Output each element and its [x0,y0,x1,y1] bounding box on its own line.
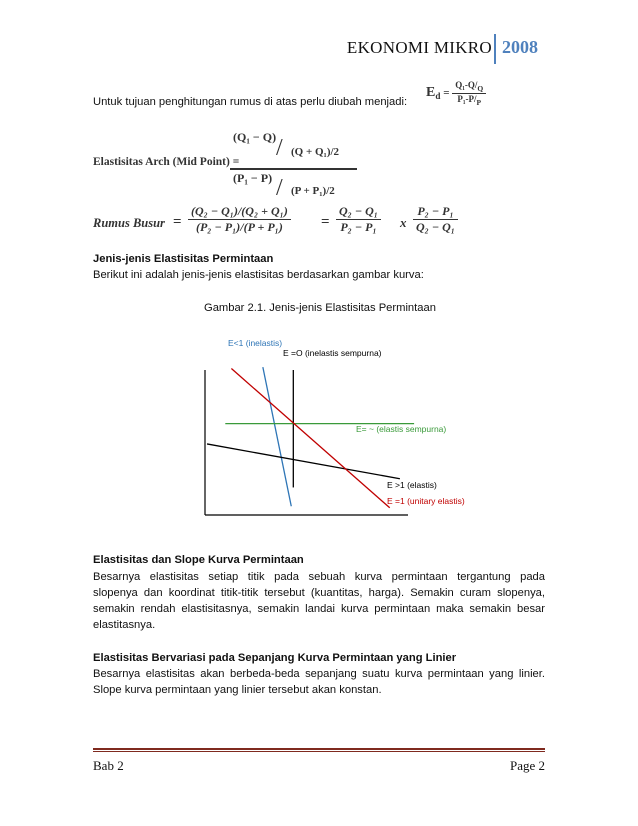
label-elastis-curve: E >1 (elastis) [387,480,437,490]
busur-den2: P₂ − P₁ [340,220,377,234]
series-elastis-curve [207,444,400,479]
label-inelastis-curve: E<1 (inelastis) [228,338,283,348]
arch-den-top: (P₁ − P) [233,171,273,185]
busur-num3: P₂ − P₁ [413,204,458,220]
section2-line: elastitasnya. [93,619,156,631]
section3-line: Besarnya elastisitas akan berbeda-beda sepanjang suatu kurva permintaan yang linier. [93,668,545,680]
ed-num: Q₁-Q/ [455,80,478,90]
label-inelastis-sempurna-curve: E =O (inelastis sempurna) [283,348,382,358]
ed-sub: d [435,91,441,102]
busur-num2: Q₂ − Q₁ [336,204,381,220]
section3-paragraph [93,666,545,698]
footer-rule [93,748,545,750]
header-year: 2008 [502,37,538,57]
arch-label: Elastisitas Arch (Mid Point) = [93,156,240,168]
arch-den-bot: (P + P₁)/2 [291,185,335,197]
ed-num-tail: Q [477,83,484,93]
arch-num-top: (Q₁ − Q) [233,130,277,144]
busur-eq-2: = [321,214,330,230]
arch-frac-line [230,168,357,170]
section2-line: Besarnya elastisitas setiap titik pada sebuah kurva permintaan tergantung pada [93,571,545,583]
header-title: EKONOMI MIKRO [346,38,492,57]
section3-heading: Elastisitas Bervariasi pada Sepanjang Kurva Permintaan yang Linier [93,652,457,664]
section2-heading: Elastisitas dan Slope Kurva Permintaan [93,554,304,566]
footer-page: Page 2 [509,758,545,773]
label-unitary-elastis-curve: E =1 (unitary elastis) [387,496,465,506]
ed-eq: = [443,86,450,99]
busur-frac-3 [413,204,458,235]
busur-frac-2 [336,204,381,235]
series-unitary-elastis-curve [231,369,389,508]
section1-heading: Jenis-jenis Elastisitas Permintaan [93,253,274,265]
footer-rule-thin [93,751,545,752]
section2-line: semakin rendah elastisitasnya, semakin landai kurva permintaan maka semakin besar [93,603,545,615]
ed-fraction [452,80,486,107]
section3-line: Slope kurva permintaan yang linier tersebut akan konstan. [93,684,382,696]
ed-formula [426,80,486,107]
footer-chapter: Bab 2 [93,758,124,773]
intro-text: Untuk tujuan penghitungan rumus di atas perlu diubah menjadi: [93,96,408,108]
header-divider [494,34,496,64]
elasticity-chart [0,330,638,560]
busur-frac-1 [188,204,291,235]
label-elastis-sempurna-curve: E= ~ (elastis sempurna) [356,424,447,434]
busur-den1: (P₂ − P₁)/(P + P₁) [195,220,283,234]
busur-den3: Q₂ − Q₁ [416,220,455,234]
figure-caption: Gambar 2.1. Jenis-jenis Elastisitas Permintaan [204,302,436,314]
arch-num-bot: (Q + Q₁)/2 [291,146,340,158]
arch-slash-1: / [276,135,283,161]
busur-num1: (Q₂ − Q₁)/(Q₂ + Q₁) [188,204,291,220]
busur-times: x [400,215,407,230]
arch-slash-2: / [276,175,283,201]
section2-line: slopenya dan koordinat titik-titik tersebut (kuantitas, harga). Semakin curam slopenya, [93,587,545,599]
section2-paragraph [93,569,545,633]
ed-lhs: E [426,84,436,100]
busur-eq-1: = [173,214,182,230]
ed-den: P₁-P/ [457,93,477,104]
busur-label: Rumus Busur [93,216,165,230]
series-inelastis-curve [263,367,291,506]
section1-text: Berikut ini adalah jenis-jenis elastisitas berdasarkan gambar kurva: [93,269,424,281]
busur-formula [93,204,533,246]
arch-formula [93,127,513,201]
ed-den-tail: P [476,97,482,107]
